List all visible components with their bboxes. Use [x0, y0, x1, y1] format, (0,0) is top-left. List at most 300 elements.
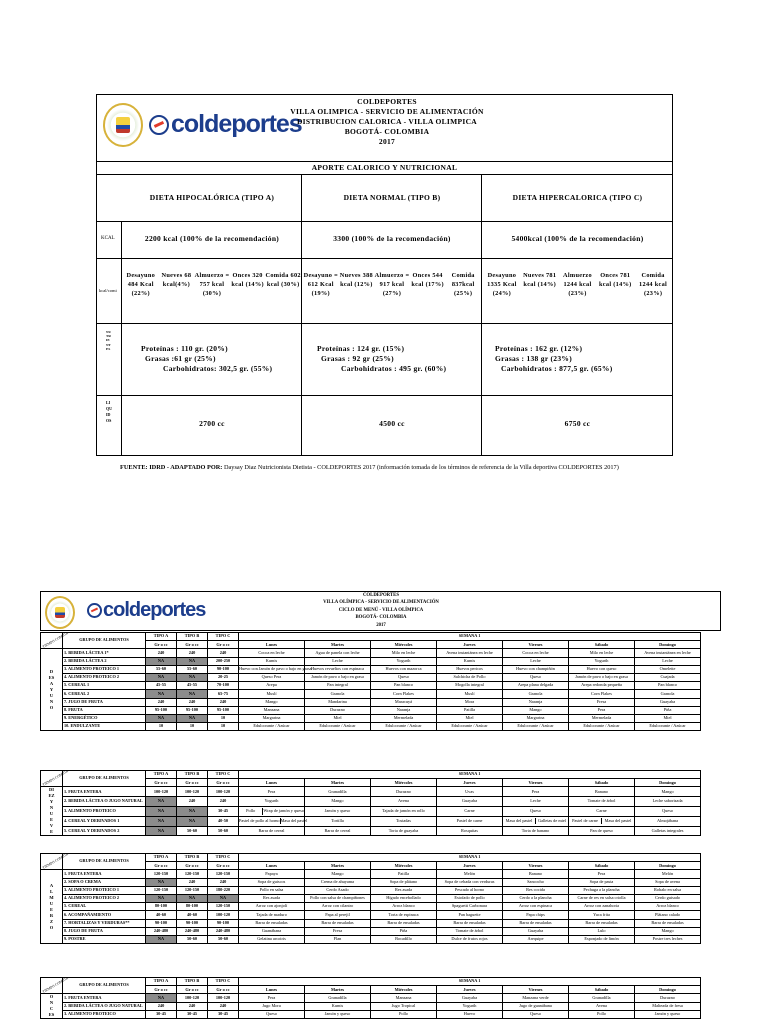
portion-cell-c: 240	[208, 1002, 239, 1010]
food-group-cell: 1. BEBIDA LÁCTEA 1*	[63, 649, 146, 657]
menu-item-cell: Manzana	[371, 994, 437, 1002]
menu-item-cell: Tajada de maduro	[239, 911, 305, 919]
portion-cell-b: NA	[177, 657, 208, 665]
menu-item-cell: Queso Pera	[239, 673, 305, 681]
day-header-miércoles: Miércoles	[371, 986, 437, 994]
coldeportes-logo: coldeportes	[103, 599, 206, 621]
menu-item-cell: Melón	[635, 870, 701, 878]
menu-item-cell: Crema de ahuyama	[305, 878, 371, 886]
menu-item-cell: Jamón y queso	[635, 1011, 701, 1019]
menu-item-cell: Papa al perejil	[305, 911, 371, 919]
diet-type-c: DIETA HIPERCALORICA (TIPO C)	[512, 193, 643, 202]
corner-cell	[41, 976, 69, 995]
menu-item-cell: Jugo de guanábana	[503, 1002, 569, 1010]
food-group-cell: 9. ENERGÉTICO	[63, 714, 146, 722]
portion-cell-c: 90-100	[208, 919, 239, 927]
table-row	[41, 826, 701, 836]
portion-cell-a: NA	[146, 714, 177, 722]
portion-cell-c: 200-250	[208, 657, 239, 665]
meal-kcal-cell: Onces 781 kcal (14%)	[599, 272, 632, 288]
menu-item-cell: Pechuga a la plancha	[569, 886, 635, 894]
portion-cell-c: 100-120	[208, 787, 239, 797]
menu-item-part: Wrap de jamón y queso	[263, 808, 304, 814]
meal-kcal-cell: Desayuno 1335 Kcal (24%)	[487, 272, 517, 297]
unit-header: Gr o cc	[177, 779, 208, 787]
menu-item-cell: Dulce de frutos rojos	[437, 935, 503, 943]
food-group-cell: 1. FRUTA ENTERA	[63, 994, 146, 1002]
portion-cell-a: 240	[146, 1002, 177, 1010]
table-row	[41, 657, 701, 665]
menu-table	[40, 853, 701, 944]
meal-kcal-cell: Almuerzo = 757 kcal (30%)	[194, 272, 230, 297]
menu-item-cell: Kumis	[305, 1002, 371, 1010]
liquids-type-b: 4500 cc	[379, 419, 405, 428]
food-group-cell: 9. POSTRE	[63, 935, 146, 943]
menu-item-cell: Cerdo a la plancha	[503, 894, 569, 902]
table-row	[41, 698, 701, 706]
menu-item-cell: Edulcorante / Azúcar	[305, 723, 371, 731]
day-header-viernes: Viernes	[503, 779, 569, 787]
day-header-domingo: Domingo	[635, 862, 701, 870]
menu-item-cell: Pera	[569, 870, 635, 878]
diet-header-row	[97, 175, 672, 222]
portion-cell-a: NA	[146, 994, 177, 1002]
menu-title-line: CICLO DE MENÚ - VILLA OLÍMPICA	[338, 607, 424, 613]
menu-item-cell: Tomate de árbol	[569, 797, 635, 807]
meal-kcal-cell: Comida 1244 kcal (23%)	[639, 272, 668, 297]
menu-item-cell: Gelatina arcoiris	[239, 935, 305, 943]
menu-item-cell: Naranja	[371, 706, 437, 714]
menu-item-cell: Muslí	[437, 690, 503, 698]
menu-item-cell: Cocoa en leche	[503, 649, 569, 657]
liquids-type-c: 6750 cc	[564, 419, 591, 428]
portion-cell-b: 120-150	[177, 886, 208, 894]
menu-item-cell: Fresa	[569, 698, 635, 706]
food-group-cell: 5. CEREAL 1	[63, 682, 146, 690]
menu-item-cell: Hígado encebollado	[371, 894, 437, 902]
menu-item-cell: Pan baguette	[437, 911, 503, 919]
menu-item-cell: Mango	[635, 787, 701, 797]
meal-kcal-cell: Desayuno 484 Kcal (22%)	[126, 272, 156, 297]
type-b-header: TIPO B	[177, 978, 208, 986]
menu-item-cell: Arroz con espinaca	[503, 903, 569, 911]
type-a-header: TIPO A	[146, 771, 177, 779]
menu-item-cell: Galletas integrales	[635, 826, 701, 836]
kcal-type-a: 2200 kcal (100% de la recomendación)	[144, 234, 280, 243]
menu-item-cell: Lulo	[569, 927, 635, 935]
menu-item-cell: Muslí	[239, 690, 305, 698]
menu-item-cell: Jamón de pavo o bajo en grasa	[305, 673, 371, 681]
liquids-label: LIQUIDOS	[106, 400, 112, 423]
food-group-cell: 3. ALIMENTO PROTEICO	[63, 806, 146, 816]
liquids-type-a: 2700 cc	[199, 419, 225, 428]
menu-item-cell: Granola	[635, 690, 701, 698]
menu-header	[40, 591, 721, 631]
menu-item-cell: Res cocida	[503, 886, 569, 894]
header-line: 2017	[378, 137, 396, 146]
day-header-martes: Martes	[305, 986, 371, 994]
portion-cell-a: 240	[146, 698, 177, 706]
food-group-cell: 6. ACOMPAÑAMIENTO	[63, 911, 146, 919]
source-text: Daysay Diaz Nutricionista Dietista - COLDEPORTES 2017 (información tomada de los términos de referencia de la Villa deportiva COLDEPORTES 2017)	[222, 464, 619, 471]
menu-item-cell: Sopa de cebada con verduras	[437, 878, 503, 886]
menu-item-cell: Arroz blanco	[371, 903, 437, 911]
day-header-jueves: Jueves	[437, 986, 503, 994]
table-row	[41, 1011, 701, 1019]
menu-item-part: Tortilla	[331, 817, 344, 823]
menu-section	[40, 977, 701, 1019]
food-group-cell: 1. FRUTA ENTERA	[63, 787, 146, 797]
header-line: VILLA OLIMPICA - SERVICIO DE ALIMENTACIÓN	[290, 107, 484, 116]
menu-item-cell: Pan de queso	[569, 826, 635, 836]
menu-item-cell: Sopa de avena	[635, 878, 701, 886]
menu-item-cell: Yogurth	[437, 1002, 503, 1010]
header-row	[41, 854, 701, 862]
food-group-header: GRUPO DE ALIMENTOS	[63, 633, 146, 649]
portion-cell-a: NA	[146, 690, 177, 698]
menu-item-cell: Barra de ensaladas	[305, 919, 371, 927]
menu-item-cell: Arepa redonda pequeña	[569, 682, 635, 690]
menu-item-cell: Tomate de árbol	[437, 927, 503, 935]
meal-time-text: ALMUERZO	[49, 882, 54, 930]
menu-item-cell: Yogurth	[371, 657, 437, 665]
menu-item-cell: Guayaba	[635, 698, 701, 706]
menu-item-cell: Piña	[635, 706, 701, 714]
menu-item-cell: Esponjado de limón	[569, 935, 635, 943]
menu-item-cell: Cerdo Asado	[305, 886, 371, 894]
table-row	[41, 673, 701, 681]
portion-cell-b: NA	[177, 714, 208, 722]
portion-cell-b: 10	[177, 723, 208, 731]
meal-time-label	[41, 870, 63, 944]
table-row	[41, 935, 701, 943]
portion-cell-b: 240	[177, 698, 208, 706]
coldeportes-swoosh-icon	[149, 115, 169, 135]
portion-cell-b: 240-480	[177, 927, 208, 935]
menu-item-part: Masa del pastel	[280, 817, 308, 823]
portion-cell-a: NA	[146, 657, 177, 665]
meal-kcal-cell: Nueves 388 kcal (12%)	[339, 272, 374, 288]
type-b-header: TIPO B	[177, 771, 208, 779]
meal-time-text: DIEZ Y NUEVE	[48, 787, 55, 835]
table-row	[41, 886, 701, 894]
food-group-cell: 10. ENDULZANTE	[63, 723, 146, 731]
portion-cell-c: 100-120	[208, 994, 239, 1002]
day-header-domingo: Domingo	[635, 986, 701, 994]
corner-cell	[41, 852, 69, 871]
food-group-cell: 7. HORTALIZAS Y VERDURAS**	[63, 919, 146, 927]
menu-item-cell: Edulcorante / Azúcar	[239, 723, 305, 731]
menu-item-cell: Malteada de fresa	[635, 1002, 701, 1010]
colombia-coat-of-arms-logo	[103, 103, 143, 147]
liquids-row	[97, 396, 672, 455]
menu-item-part: Pastel de pollo al horno	[239, 817, 280, 823]
menu-item-cell: Bocadillo	[371, 935, 437, 943]
menu-item-cell: Leche	[503, 797, 569, 807]
menu-item-cell: Corn Flakes	[371, 690, 437, 698]
header-title-block	[247, 97, 527, 147]
portion-cell-b: 100-120	[177, 787, 208, 797]
menu-item-cell: Cerdo guisado	[635, 894, 701, 902]
menu-item-cell: Yogurth	[239, 797, 305, 807]
day-header-jueves: Jueves	[437, 779, 503, 787]
menu-item-cell: Pollo con salsa de champiñones	[305, 894, 371, 902]
week-header: SEMANA 1	[239, 978, 701, 986]
table-row	[41, 894, 701, 902]
unit-header: Gr o cc	[177, 986, 208, 994]
nutrients-type-c	[487, 344, 670, 374]
portion-cell-a: 90-100	[146, 919, 177, 927]
menu-item-cell: Maracuyá	[371, 698, 437, 706]
portion-cell-a: 120-150	[146, 870, 177, 878]
menu-item-cell: Miel	[305, 714, 371, 722]
fat-a: Grasas :61 gr (25%)	[145, 354, 216, 363]
type-c-header: TIPO C	[208, 854, 239, 862]
portion-cell-c: 240	[208, 878, 239, 886]
menu-item-cell: Barra de ensaladas	[239, 919, 305, 927]
menu-item-cell: Pollo	[371, 1011, 437, 1019]
menu-item-cell	[437, 806, 503, 816]
menu-item-cell: Edulcorante / Azúcar	[437, 723, 503, 731]
menu-item-cell: Miel	[437, 714, 503, 722]
menu-item-cell: Huevos con mazorca	[371, 665, 437, 673]
menu-item-cell: Agua de panela con leche	[305, 649, 371, 657]
portion-cell-b: NA	[177, 690, 208, 698]
menu-item-cell: Edulcorante / Azúcar	[635, 723, 701, 731]
portion-cell-b: 50-60	[177, 826, 208, 836]
table-row	[41, 911, 701, 919]
menu-item-cell: Huevo con Jamón de pavo o bajo en grasa	[239, 665, 305, 673]
menu-item-cell: Flan	[305, 935, 371, 943]
portion-cell-c: 240	[208, 797, 239, 807]
menu-item-cell: Guayaba	[437, 994, 503, 1002]
menu-item-cell: Barra de cereal	[305, 826, 371, 836]
menu-item-cell: Guayaba	[503, 927, 569, 935]
portion-cell-b: NA	[177, 806, 208, 816]
day-header-lunes: Lunes	[239, 862, 305, 870]
food-group-cell: 4. ALIMENTO PROTEICO 2	[63, 673, 146, 681]
unit-header: Gr o cc	[208, 986, 239, 994]
menu-item-part: Masa del pastel	[601, 818, 634, 825]
type-c-header: TIPO C	[208, 978, 239, 986]
meal-kcal-cell: Onces 544 kcal (17%)	[411, 272, 444, 288]
coldeportes-logo: coldeportes	[171, 110, 302, 138]
portion-cell-a: NA	[146, 673, 177, 681]
menu-item-cell: Avena instantánea en leche	[437, 649, 503, 657]
menu-item-cell: Leche	[503, 657, 569, 665]
menu-item-part: Jamón y queso	[324, 808, 351, 814]
table-row	[41, 665, 701, 673]
type-a-header: TIPO A	[146, 978, 177, 986]
portion-cell-a: 30-45	[146, 1011, 177, 1019]
diet-type-b: DIETA NORMAL (TIPO B)	[343, 193, 441, 202]
meal-time-text: DESAYUNO	[48, 668, 55, 710]
menu-item-cell: Papaya	[239, 870, 305, 878]
menu-item-cell: Jamón de pavo o bajo en grasa	[569, 673, 635, 681]
portion-cell-c: 240-480	[208, 927, 239, 935]
menu-item-cell: Patilla	[437, 706, 503, 714]
food-group-cell: 1. FRUTA ENTERA	[63, 870, 146, 878]
table-row	[41, 787, 701, 797]
food-group-cell: 3. ALIMENTO PROTEICO	[63, 1011, 146, 1019]
menu-item-cell: Edulcorante / Azúcar	[569, 723, 635, 731]
menu-item-part: Pollo	[246, 808, 256, 814]
menu-item-cell: Jugo Tropical	[371, 1002, 437, 1010]
menu-item-cell: Pollo en salsa	[239, 886, 305, 894]
protein-b: Proteínas : 124 gr. (15%)	[317, 344, 405, 353]
menu-item-cell: Uvas	[437, 787, 503, 797]
table-row	[41, 927, 701, 935]
menu-item-cell: Avena instantánea en leche	[635, 649, 701, 657]
menu-item-cell: Cocoa en leche	[239, 649, 305, 657]
menu-item-part: Carne	[596, 808, 607, 814]
week-header: SEMANA 1	[239, 771, 701, 779]
menu-item-cell: Carne de res en salsa criolla	[569, 894, 635, 902]
type-a-header: TIPO A	[146, 633, 177, 641]
source-note	[120, 463, 680, 472]
menu-item-cell: Mogolla integral	[437, 682, 503, 690]
day-header-miércoles: Miércoles	[371, 641, 437, 649]
menu-item-cell: Mango	[239, 698, 305, 706]
coldeportes-swoosh-icon	[87, 603, 102, 618]
portion-cell-b: 45-55	[177, 682, 208, 690]
menu-item-cell: Sopa de guiscos	[239, 878, 305, 886]
nutrients-row	[97, 324, 672, 396]
table-row	[41, 816, 701, 826]
menu-item-cell: Res asada	[371, 886, 437, 894]
meals-row	[97, 259, 672, 324]
day-header-domingo: Domingo	[635, 641, 701, 649]
menu-item-cell: Edulcorante / Azúcar	[371, 723, 437, 731]
menu-item-cell: Mango	[503, 706, 569, 714]
menu-item-cell: Milo en leche	[371, 649, 437, 657]
portion-cell-b: 90-100	[177, 919, 208, 927]
portion-cell-c: 120-150	[208, 870, 239, 878]
menu-item-cell: Granola	[503, 690, 569, 698]
header-row	[41, 978, 701, 986]
table-row	[41, 649, 701, 657]
food-group-cell: 2. BEBIDA LÁCTEA 2	[63, 657, 146, 665]
fat-b: Grasas : 92 gr (25%)	[321, 354, 394, 363]
corner-cell	[41, 769, 69, 788]
menu-item-cell: Banano	[569, 787, 635, 797]
menu-item-cell: Pera	[239, 787, 305, 797]
menu-item-cell: Mermelada	[371, 714, 437, 722]
menu-item-cell: Avena	[371, 797, 437, 807]
portion-cell-c: NA	[208, 894, 239, 902]
portion-cell-c: 10	[208, 723, 239, 731]
menu-item-cell: Granadilla	[569, 994, 635, 1002]
menu-item-cell: Barra de ensaladas	[569, 919, 635, 927]
food-group-cell: 2. BEBIDA LÁCTEA O JUGO NATURAL	[63, 1002, 146, 1010]
carbs-a: Carbohidratos: 302,5 gr. (55%)	[163, 364, 273, 373]
table-row	[41, 714, 701, 722]
table-row	[41, 919, 701, 927]
food-group-cell: 6. CEREAL 2	[63, 690, 146, 698]
menu-item-cell: Barra de ensaladas	[635, 919, 701, 927]
portion-cell-c: 65-75	[208, 690, 239, 698]
kcal-row	[97, 222, 672, 259]
menu-item-cell: Rosquitas	[437, 826, 503, 836]
menu-title-line: COLDEPORTES	[362, 593, 400, 598]
menu-item-cell: Plátano calado	[635, 911, 701, 919]
menu-title-line: 2017	[376, 622, 386, 628]
day-header-lunes: Lunes	[239, 641, 305, 649]
portion-cell-c: 70-100	[208, 682, 239, 690]
meal-time-label	[41, 994, 63, 1019]
menu-item-cell: Huevo	[437, 1011, 503, 1019]
menu-item-cell: Melón	[437, 870, 503, 878]
portion-cell-a: 40-60	[146, 911, 177, 919]
menu-item-part: Queso	[662, 808, 674, 814]
table-row	[41, 806, 701, 816]
menu-item-cell: Durazno	[635, 994, 701, 1002]
portion-cell-b: 30-45	[177, 1011, 208, 1019]
table-row	[41, 903, 701, 911]
day-header-viernes: Viernes	[503, 986, 569, 994]
menu-item-cell: Arepa plana delgada	[503, 682, 569, 690]
portion-cell-b: 240	[177, 649, 208, 657]
menu-section	[40, 853, 701, 944]
menu-item-part: Carne	[464, 808, 475, 814]
menu-item-part: Tajada de jamón en rollo	[382, 808, 425, 814]
day-header-martes: Martes	[305, 862, 371, 870]
corner-label: TIEMPO COMIDA	[41, 976, 69, 995]
table-row	[41, 690, 701, 698]
portion-cell-c: 95-100	[208, 706, 239, 714]
day-header-jueves: Jueves	[437, 862, 503, 870]
menu-item-cell: Sopa de pasta	[569, 878, 635, 886]
week-header: SEMANA 1	[239, 854, 701, 862]
menu-title-line: VILLA OLÍMPICA - SERVICIO DE ALIMENTACIÓN	[323, 600, 439, 606]
menu-item-cell: Sancocho	[503, 878, 569, 886]
unit-header: Gr o cc	[146, 986, 177, 994]
portion-cell-a: 10	[146, 723, 177, 731]
menu-item-cell: Arroz blanco	[635, 903, 701, 911]
portion-cell-b: 80-100	[177, 903, 208, 911]
portion-cell-a: 95-100	[146, 706, 177, 714]
meal-time-label	[41, 649, 63, 731]
portion-cell-b: 55-60	[177, 665, 208, 673]
portion-cell-a: 240-480	[146, 927, 177, 935]
meal-kcal-cell: Nueves 781 kcal (14%)	[523, 272, 557, 288]
portion-cell-a: 120-150	[146, 886, 177, 894]
portion-cell-b: 50-60	[177, 935, 208, 943]
menu-item-part: Tostadas	[396, 817, 411, 823]
menu-item-cell: Pan blanco	[371, 682, 437, 690]
kcal-type-b: 3300 (100% de la recomendación)	[333, 234, 451, 243]
meal-kcal-cell: Comida 602 kcal (30%)	[265, 272, 301, 288]
menu-item-cell: Guayaba	[437, 797, 503, 807]
portion-cell-b: NA	[177, 673, 208, 681]
col-divider	[301, 175, 302, 455]
portion-cell-c: 240	[208, 698, 239, 706]
menu-item-cell: Margarina	[239, 714, 305, 722]
menu-item-cell	[371, 816, 437, 826]
menu-item-cell: Huevos pericos	[437, 665, 503, 673]
menu-item-cell: Granola	[305, 690, 371, 698]
type-c-header: TIPO C	[208, 771, 239, 779]
source-label: FUENTE: IDRD - ADAPTADO POR:	[120, 464, 223, 471]
portion-cell-c: 100-120	[208, 911, 239, 919]
food-group-cell: 7. JUGO DE FRUTA	[63, 698, 146, 706]
portion-cell-a: 45-55	[146, 682, 177, 690]
menu-item-cell: Arequipe	[503, 935, 569, 943]
menu-item-cell: Manzana verde	[503, 994, 569, 1002]
food-group-cell: 2. SOPA O CREMA	[63, 878, 146, 886]
day-header-viernes: Viernes	[503, 862, 569, 870]
menu-item-cell: Patilla	[371, 870, 437, 878]
